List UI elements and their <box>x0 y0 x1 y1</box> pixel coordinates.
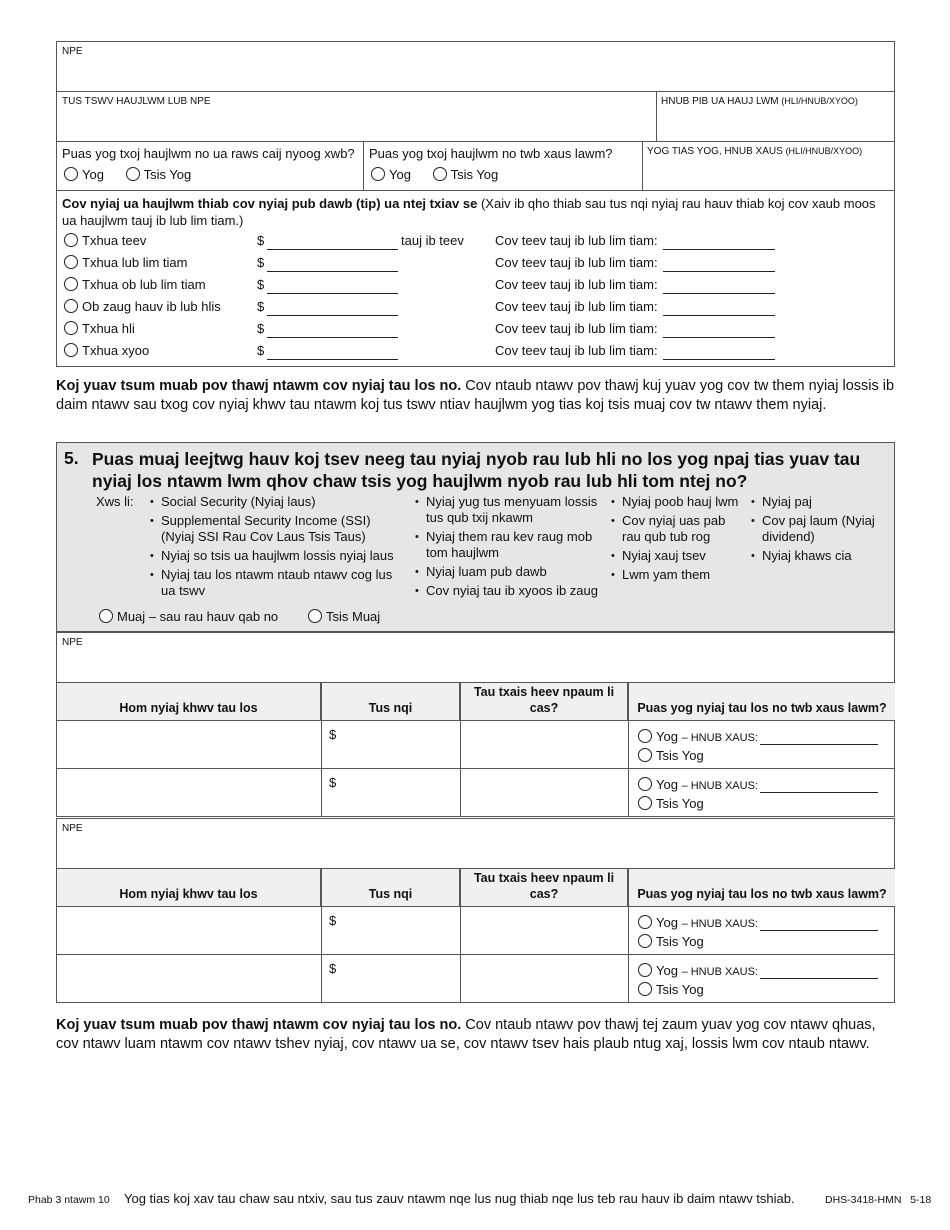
frequency-field[interactable] <box>461 721 627 767</box>
radio-icon <box>64 277 78 291</box>
amount-currency: $ <box>329 727 337 742</box>
ended-no-option[interactable]: Tsis Yog <box>638 982 704 997</box>
example-item: • Cov nyiaj tau ib xyoos ib zaug <box>415 583 605 599</box>
radio-icon <box>64 255 78 269</box>
radio-icon <box>64 167 78 181</box>
seasonal-question: Puas yog txoj haujlwm no ua raws caij nyoog xwb? <box>62 146 355 161</box>
currency-sign: $ <box>257 299 265 314</box>
pay-amount-field[interactable] <box>267 271 398 272</box>
amount-field[interactable] <box>341 907 458 953</box>
income-name-label: NPE <box>62 823 83 834</box>
table-header: Hom nyiaj khwv tau los <box>57 869 321 906</box>
examples-col-4 <box>751 494 891 567</box>
section5-no-income[interactable]: Tsis Muaj <box>308 609 380 624</box>
pay-option[interactable]: Txhua teev <box>64 233 146 248</box>
seasonal-radios <box>64 167 191 182</box>
example-item: • Nyiaj poob hauj lwm <box>611 494 739 510</box>
end-date-field[interactable] <box>644 160 894 189</box>
example-item: • Nyiaj them rau kev raug mob tom haujlwm <box>415 529 605 561</box>
hours-per-week-label: Cov teev tauj ib lub lim tiam: <box>495 343 658 358</box>
employer-address-field[interactable] <box>57 108 654 140</box>
examples-col-3 <box>611 494 739 586</box>
pay-amount-field[interactable] <box>267 249 398 250</box>
example-item: • Nyiaj yug tus menyuam lossis tus qub txij nkawm <box>415 494 605 526</box>
job-ended-radios <box>371 167 498 182</box>
currency-sign: $ <box>257 255 265 270</box>
currency-sign: $ <box>257 343 265 358</box>
hours-per-week-label: Cov teev tauj ib lub lim tiam: <box>495 255 658 270</box>
amount-currency: $ <box>329 913 337 928</box>
example-item: • Social Security (Nyiaj laus) <box>150 494 402 510</box>
income-end-date-field[interactable] <box>760 978 878 979</box>
radio-icon <box>126 167 140 181</box>
hours-per-week-label: Cov teev tauj ib lub lim tiam: <box>495 299 658 314</box>
income-end-date-field[interactable] <box>760 792 878 793</box>
radio-icon <box>638 915 652 929</box>
section5-question: Puas muaj leejtwg hauv koj tsev neeg tau nyiaj nyob rau lub hli no los yog npaj tias yuav tau nyiaj los ntawm lwm qhov chaw tsis yog haujlwm nyob rau lub hli tom ntej no? <box>92 449 861 491</box>
pay-heading: Cov nyiaj ua haujlwm thiab cov nyiaj pub dawb (tip) ua ntej txiav se (Xaiv ib qho thiab sau tus nqi nyiaj rau hauv thiab koj cov xaub moos ua haujlwm tauj ib lub lim tiam.) <box>62 196 876 228</box>
seasonal-yes[interactable]: Yog <box>64 167 104 182</box>
hours-per-week-label: Cov teev tauj ib lub lim tiam: <box>495 233 658 248</box>
footer-note: Yog tias koj xav tau chaw sau ntxiv, sau tus zauv ntawm nqe lus nug thiab nqe lus teb rau hauv ib daim ntawv tshiab. <box>124 1191 795 1206</box>
ended-yes-option[interactable]: Yog – HNUB XAUS: <box>638 915 758 930</box>
income-type-field[interactable] <box>57 907 320 953</box>
pay-option[interactable]: Txhua lub lim tiam <box>64 255 187 270</box>
income-end-date-field[interactable] <box>760 930 878 931</box>
pay-option[interactable]: Txhua xyoo <box>64 343 149 358</box>
table-header: Tus nqi <box>322 683 460 720</box>
employer-name-field[interactable] <box>57 58 894 90</box>
seasonal-no[interactable]: Tsis Yog <box>126 167 192 182</box>
frequency-field[interactable] <box>461 907 627 953</box>
proof-note-2: Koj yuav tsum muab pov thawj ntawm cov nyiaj tau los no. Cov ntaub ntawv pov thawj tej zaum yuav yog cov ntawv qhuas, cov ntawv luam ntawm cov ntawv tshev nyiaj, cov ntawv ua se, cov ntawv tsev hais plaub ntug xaj, lossis lwm cov ntaub ntawv. <box>56 1017 876 1052</box>
table-header: Puas yog nyiaj tau los no twb xaus lawm? <box>629 683 895 720</box>
hours-per-week-field[interactable] <box>663 315 775 316</box>
example-item: • Cov nyiaj uas pab rau qub tub rog <box>611 513 739 545</box>
ended-no-option[interactable]: Tsis Yog <box>638 934 704 949</box>
examples-col-2 <box>415 494 605 602</box>
end-date-label: YOG TIAS YOG, HNUB XAUS (HLI/HNUB/XYOO) <box>647 146 863 157</box>
radio-icon <box>638 934 652 948</box>
pay-amount-field[interactable] <box>267 337 398 338</box>
job-ended-yes[interactable]: Yog <box>371 167 411 182</box>
table-header: Hom nyiaj khwv tau los <box>57 683 321 720</box>
example-item: • Nyiaj so tsis ua haujlwm lossis nyiaj laus <box>150 548 402 564</box>
radio-icon <box>638 796 652 810</box>
ended-no-option[interactable]: Tsis Yog <box>638 748 704 763</box>
start-date-label: HNUB PIB UA HAUJ LWM (HLI/HNUB/XYOO) <box>661 96 858 107</box>
pay-option[interactable]: Txhua ob lub lim tiam <box>64 277 206 292</box>
examples-col-1 <box>150 494 402 602</box>
currency-sign: $ <box>257 277 265 292</box>
radio-icon <box>64 321 78 335</box>
hours-per-week-field[interactable] <box>663 271 775 272</box>
job-ended-question: Puas yog txoj haujlwm no twb xaus lawm? <box>369 146 613 161</box>
radio-icon <box>99 609 113 623</box>
hours-per-week-field[interactable] <box>663 337 775 338</box>
income-name-label: NPE <box>62 637 83 648</box>
hours-per-week-label: Cov teev tauj ib lub lim tiam: <box>495 321 658 336</box>
income-type-field[interactable] <box>57 721 320 767</box>
ended-no-option[interactable]: Tsis Yog <box>638 796 704 811</box>
table-header: Puas yog nyiaj tau los no twb xaus lawm? <box>629 869 895 906</box>
radio-icon <box>433 167 447 181</box>
example-item: • Supplemental Security Income (SSI) (Nyiaj SSI Rau Cov Laus Tsis Taus) <box>150 513 402 545</box>
amount-currency: $ <box>329 961 337 976</box>
radio-icon <box>64 343 78 357</box>
radio-icon <box>371 167 385 181</box>
job-ended-no[interactable]: Tsis Yog <box>433 167 499 182</box>
amount-field[interactable] <box>341 955 458 1001</box>
example-item: • Nyiaj luam pub dawb <box>415 564 605 580</box>
frequency-field[interactable] <box>461 955 627 1001</box>
example-item: • Lwm yam them <box>611 567 739 583</box>
income-name-field[interactable] <box>57 835 894 867</box>
start-date-field[interactable] <box>658 108 894 140</box>
radio-icon <box>638 777 652 791</box>
radio-icon <box>64 233 78 247</box>
ended-yes-option[interactable]: Yog – HNUB XAUS: <box>638 963 758 978</box>
examples-label: Xws li: <box>96 494 134 509</box>
pay-option[interactable]: Ob zaug hauv ib lub hlis <box>64 299 221 314</box>
currency-sign: $ <box>257 321 265 336</box>
radio-icon <box>64 299 78 313</box>
example-item: • Cov paj laum (Nyiaj dividend) <box>751 513 891 545</box>
table-header: Tau txais heev npaum li cas? <box>461 683 628 720</box>
table-header: Tau txais heev npaum li cas? <box>461 869 628 906</box>
employer-name-label: NPE <box>62 46 83 57</box>
example-item: • Nyiaj khaws cia <box>751 548 891 564</box>
income-end-date-field[interactable] <box>760 744 878 745</box>
radio-icon <box>638 748 652 762</box>
ended-yes-option[interactable]: Yog – HNUB XAUS: <box>638 777 758 792</box>
section5-number: 5. <box>64 448 79 468</box>
income-type-field[interactable] <box>57 955 320 1001</box>
footer-form-id: DHS-3418-HMN 5-18 <box>825 1194 932 1206</box>
amount-currency: $ <box>329 775 337 790</box>
income-name-field[interactable] <box>57 649 894 681</box>
pay-amount-field[interactable] <box>267 359 398 360</box>
section5-has-income[interactable]: Muaj – sau rau hauv qab no <box>99 609 278 624</box>
table-header: Tus nqi <box>322 869 460 906</box>
hours-per-week-field[interactable] <box>663 293 775 294</box>
radio-icon <box>638 963 652 977</box>
example-item: • Nyiaj xauj tsev <box>611 548 739 564</box>
hours-per-week-field[interactable] <box>663 249 775 250</box>
pay-amount-field[interactable] <box>267 315 398 316</box>
example-item: • Nyiaj tau los ntawm ntaub ntawv cog lus ua tswv <box>150 567 402 599</box>
pay-amount-field[interactable] <box>267 293 398 294</box>
currency-sign: $ <box>257 233 265 248</box>
per-hour-label: tauj ib teev <box>401 233 464 248</box>
radio-icon <box>638 982 652 996</box>
amount-field[interactable] <box>341 721 458 767</box>
income-type-field[interactable] <box>57 769 320 815</box>
pay-option[interactable]: Txhua hli <box>64 321 135 336</box>
footer-page: Phab 3 ntawm 10 <box>28 1194 110 1206</box>
hours-per-week-label: Cov teev tauj ib lub lim tiam: <box>495 277 658 292</box>
example-item: • Nyiaj paj <box>751 494 891 510</box>
employer-address-label: TUS TSWV HAUJLWM LUB NPE <box>62 96 211 107</box>
hours-per-week-field[interactable] <box>663 359 775 360</box>
radio-icon <box>638 729 652 743</box>
amount-field[interactable] <box>341 769 458 815</box>
proof-note-1: Koj yuav tsum muab pov thawj ntawm cov nyiaj tau los no. Cov ntaub ntawv pov thawj kuj yuav yog cov tw them nyiaj lossis ib daim ntawv sau txog cov nyiaj khwv tau ntawm koj tus tswv ntiav haujlwm yog tias koj tsis muaj cov tw ntawv them nyiaj. <box>56 378 895 413</box>
ended-yes-option[interactable]: Yog – HNUB XAUS: <box>638 729 758 744</box>
frequency-field[interactable] <box>461 769 627 815</box>
radio-icon <box>308 609 322 623</box>
